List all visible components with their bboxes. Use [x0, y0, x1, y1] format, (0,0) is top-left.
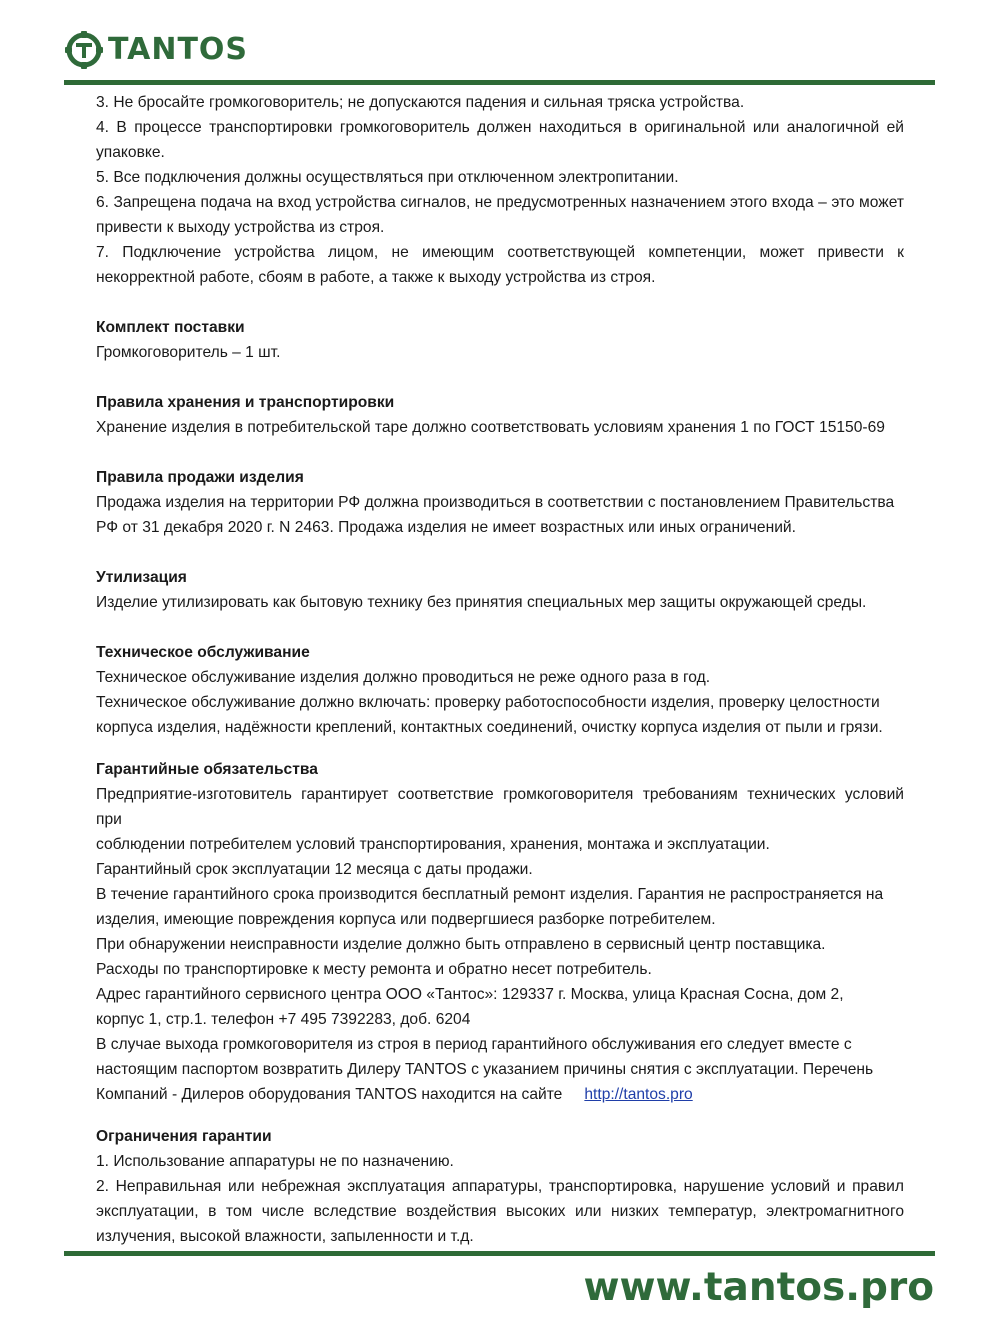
maintenance-line: корпуса изделия, надёжности креплений, контактных соединений, очистку корпуса изделия от пыли и грязи. [96, 719, 883, 736]
limits-heading: Ограничения гарантии [96, 1128, 272, 1145]
footer-divider [64, 1251, 935, 1256]
sale-line: Продажа изделия на территории РФ должна производиться в соответствии с постановлением Правительства [96, 494, 895, 511]
footer-website: www.tantos.pro [583, 1265, 934, 1310]
brand-logo [64, 29, 248, 71]
warranty-line: соблюдении потребителем условий транспортирования, хранения, монтажа и эксплуатации. [96, 836, 770, 853]
limits-item-2: 2. Неправильная или небрежная эксплуатация аппаратуры, транспортировка, нарушение условий и правил эксплуатации, в том числе вследствие воздействия высоких или низких температур, электромагнитного излучения, высокой влажности, запыленности и т.д. [96, 1178, 904, 1245]
disposal-heading: Утилизация [96, 569, 187, 586]
safety-item-4: 4. В процессе транспортировки громкоговоритель должен находиться в оригинальной или аналогичной ей упаковке. [96, 119, 904, 161]
warranty-line: В течение гарантийного срока производится бесплатный ремонт изделия. Гарантия не распространяется на [96, 886, 884, 903]
sale-heading: Правила продажи изделия [96, 469, 304, 486]
kit-text: Громкоговоритель – 1 шт. [96, 344, 281, 361]
maintenance-heading: Техническое обслуживание [96, 644, 310, 661]
maintenance-line: Техническое обслуживание изделия должно проводиться не реже одного раза в год. [96, 669, 711, 686]
limits-item-1: 1. Использование аппаратуры не по назначению. [96, 1153, 454, 1170]
safety-item-7: 7. Подключение устройства лицом, не имеющим соответствующей компетенции, может привести к некорректной работе, сбоям в работе, а также к выходу устройства из строя. [96, 244, 904, 286]
brand-name: TANTOS [108, 32, 249, 67]
header-divider [64, 80, 935, 85]
warranty-line: Предприятие-изготовитель гарантирует соответствие громкоговорителя требованиям технических условий при [96, 786, 904, 828]
warranty-line: изделия, имеющие повреждения корпуса или подвергшиеся разборке потребителем. [96, 911, 716, 928]
warranty-line: Гарантийный срок эксплуатации 12 месяца с даты продажи. [96, 861, 533, 878]
tantos-gear-icon [64, 30, 104, 70]
warranty-line: В случае выхода громкоговорителя из строя в период гарантийного обслуживания его следует вместе с [96, 1036, 852, 1053]
warranty-heading: Гарантийные обязательства [96, 761, 318, 778]
warranty-line: При обнаружении неисправности изделие должно быть отправлено в сервисный центр поставщика. [96, 936, 826, 953]
warranty-line: Расходы по транспортировке к месту ремонта и обратно несет потребитель. [96, 961, 652, 978]
dealers-link[interactable]: http://tantos.pro [584, 1086, 693, 1103]
safety-item-5: 5. Все подключения должны осуществляться при отключенном электропитании. [96, 169, 679, 186]
warranty-line: настоящим паспортом возвратить Дилеру TANTOS с указанием причины снятия с эксплуатации. Перечень [96, 1061, 874, 1078]
warranty-line: Адрес гарантийного сервисного центра ООО «Тантос»: 129337 г. Москва, улица Красная Сосна, дом 2, [96, 986, 844, 1003]
storage-text: Хранение изделия в потребительской таре должно соответствовать условиям хранения 1 по ГОСТ 15150-69 [96, 419, 885, 436]
safety-item-3: 3. Не бросайте громкоговоритель; не допускаются падения и сильная тряска устройства. [96, 94, 745, 111]
disposal-text: Изделие утилизировать как бытовую технику без принятия специальных мер защиты окружающей среды. [96, 594, 867, 611]
storage-heading: Правила хранения и транспортировки [96, 394, 395, 411]
maintenance-line: Техническое обслуживание должно включать: проверку работоспособности изделия, проверку целостности [96, 694, 880, 711]
warranty-line-with-link [96, 1082, 904, 1107]
sale-line: РФ от 31 декабря 2020 г. N 2463. Продажа изделия не имеет возрастных или иных ограничений. [96, 519, 796, 536]
warranty-line: корпус 1, стр.1. телефон +7 495 7392283, доб. 6204 [96, 1011, 471, 1028]
safety-item-6: 6. Запрещена подача на вход устройства сигналов, не предусмотренных назначением этого входа – это может привести к выходу устройства из строя. [96, 194, 904, 236]
warranty-line: Компаний - Дилеров оборудования TANTOS находится на сайте [96, 1086, 563, 1103]
document-body [96, 90, 904, 1249]
kit-heading: Комплект поставки [96, 319, 245, 336]
